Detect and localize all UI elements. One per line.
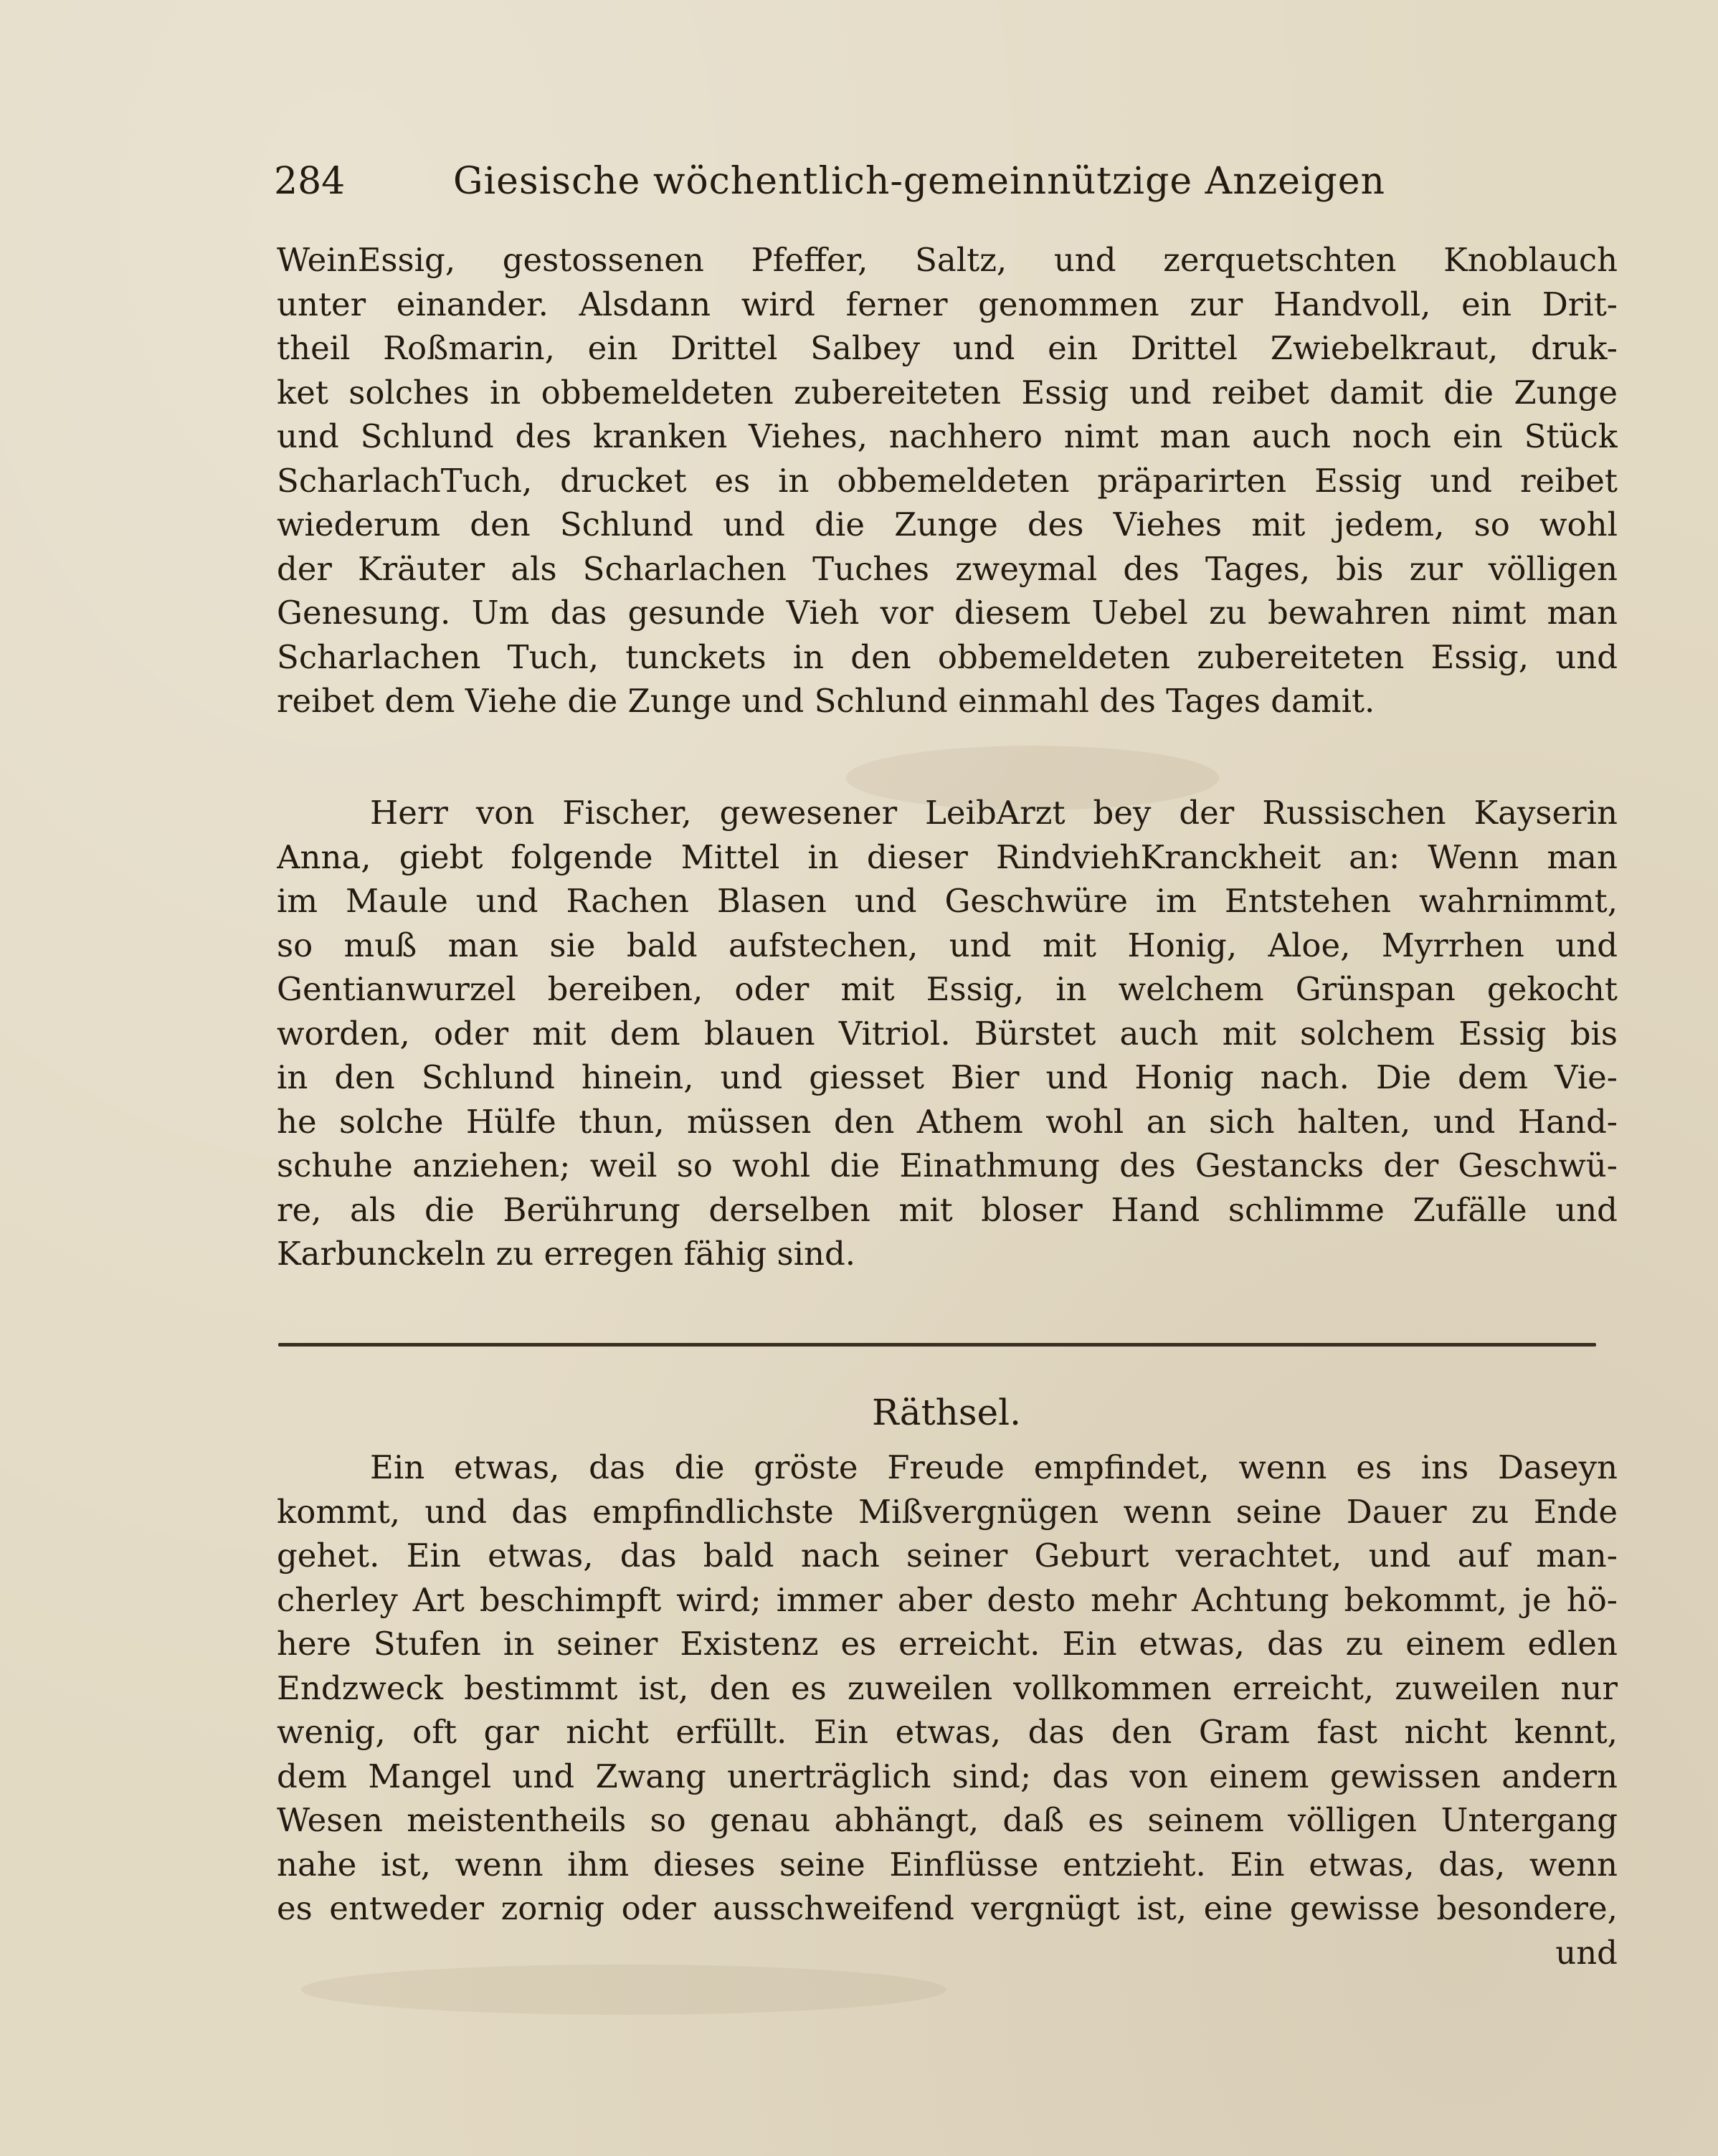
text-line: der Kräuter als Scharlachen Tuches zweymal des Tages, bis zur völligen [277,549,1618,588]
text-line: und Schlund des kranken Viehes, nachhero nimt man auch noch ein Stück [277,417,1618,455]
text-line: kommt, und das empfindlichste Mißvergnügen wenn seine Dauer zu Ende [277,1492,1618,1531]
text-line: he solche Hülfe thun, müssen den Athem wohl an sich halten, und Hand- [277,1102,1618,1141]
text-line: Anna, giebt folgende Mittel in dieser RindviehKranckheit an: Wenn man [277,837,1618,876]
text-line: unter einander. Alsdann wird ferner genommen zur Handvoll, ein Drit- [277,285,1618,323]
text-line: ScharlachTuch, drucket es in obbemeldeten präparirten Essig und reibet [277,461,1618,500]
text-line: cherley Art beschimpft wird; immer aber desto mehr Achtung bekommt, je hö- [277,1580,1618,1619]
text-line: worden, oder mit dem blauen Vitriol. Bürstet auch mit solchem Essig bis [277,1014,1618,1053]
text-line: re, als die Berührung derselben mit bloser Hand schlimme Zufälle und [277,1190,1618,1229]
text-line: theil Roßmarin, ein Drittel Salbey und ein Drittel Zwiebelkraut, druk- [277,329,1618,367]
text-line: reibet dem Viehe die Zunge und Schlund einmahl des Tages damit. [277,682,1375,720]
text-line: im Maule und Rachen Blasen und Geschwüre im Entstehen wahrnimmt, [277,882,1618,920]
text-line: in den Schlund hinein, und giesset Bier und Honig nach. Die dem Vie- [277,1058,1618,1096]
text-line: dem Mangel und Zwang unerträglich sind; das von einem gewissen andern [277,1757,1618,1795]
text-line: es entweder zornig oder ausschweifend vergnügt ist, eine gewisse besondere, [277,1889,1618,1927]
text-line: Gentianwurzel bereiben, oder mit Essig, in welchem Grünspan gekocht [277,970,1618,1008]
riddle-text [277,1445,1618,1975]
text-line: Scharlachen Tuch, tunckets in den obbemeldeten zubereiteten Essig, und [277,637,1618,676]
text-line: gehet. Ein etwas, das bald nach seiner Geburt verachtet, und auf man- [277,1537,1618,1575]
section-divider [278,1343,1596,1347]
text-line: wiederum den Schlund und die Zunge des Viehes mit jedem, so wohl [277,505,1618,543]
text-line: nahe ist, wenn ihm dieses seine Einflüsse entzieht. Ein etwas, das, wenn [277,1845,1618,1884]
catchword: und [1555,1933,1618,1972]
text-line: Karbunckeln zu erregen fähig sind. [277,1235,856,1273]
text-line: WeinEssig, gestossenen Pfeffer, Saltz, und zerquetschten Knoblauch [277,241,1618,279]
text-line: Genesung. Um das gesunde Vieh vor diesem Uebel zu bewahren nimt man [277,594,1618,632]
riddle-heading: Räthsel. [871,1392,1022,1433]
text-line: Endzweck bestimmt ist, den es zuweilen vollkommen erreicht, zuweilen nur [277,1668,1618,1707]
running-head: Giesische wöchentlich-gemeinnützige Anzeigen [453,160,1386,203]
text-line: so muß man sie bald aufstechen, und mit Honig, Aloe, Myrrhen und [277,926,1618,964]
text-line: schuhe anziehen; weil so wohl die Einathmung des Gestancks der Geschwü- [277,1146,1618,1184]
text-line: ket solches in obbemeldeten zubereiteten Essig und reibet damit die Zunge [277,373,1618,412]
text-line: here Stufen in seiner Existenz es erreicht. Ein etwas, das zu einem edlen [277,1625,1618,1663]
paragraph-fischer-remedy [277,791,1618,1276]
text-line: Wesen meistentheils so genau abhängt, daß es seinem völligen Untergang [277,1801,1618,1839]
page-header [274,156,1622,206]
page-number: 284 [274,160,346,203]
paragraph-vinegar-remedy [277,238,1618,723]
text-line: Herr von Fischer, gewesener LeibArzt bey der Russischen Kayserin [370,794,1618,832]
text-line: wenig, oft gar nicht erfüllt. Ein etwas, das den Gram fast nicht kennt, [277,1713,1618,1751]
text-line: Ein etwas, das die gröste Freude empfindet, wenn es ins Daseyn [370,1448,1618,1486]
